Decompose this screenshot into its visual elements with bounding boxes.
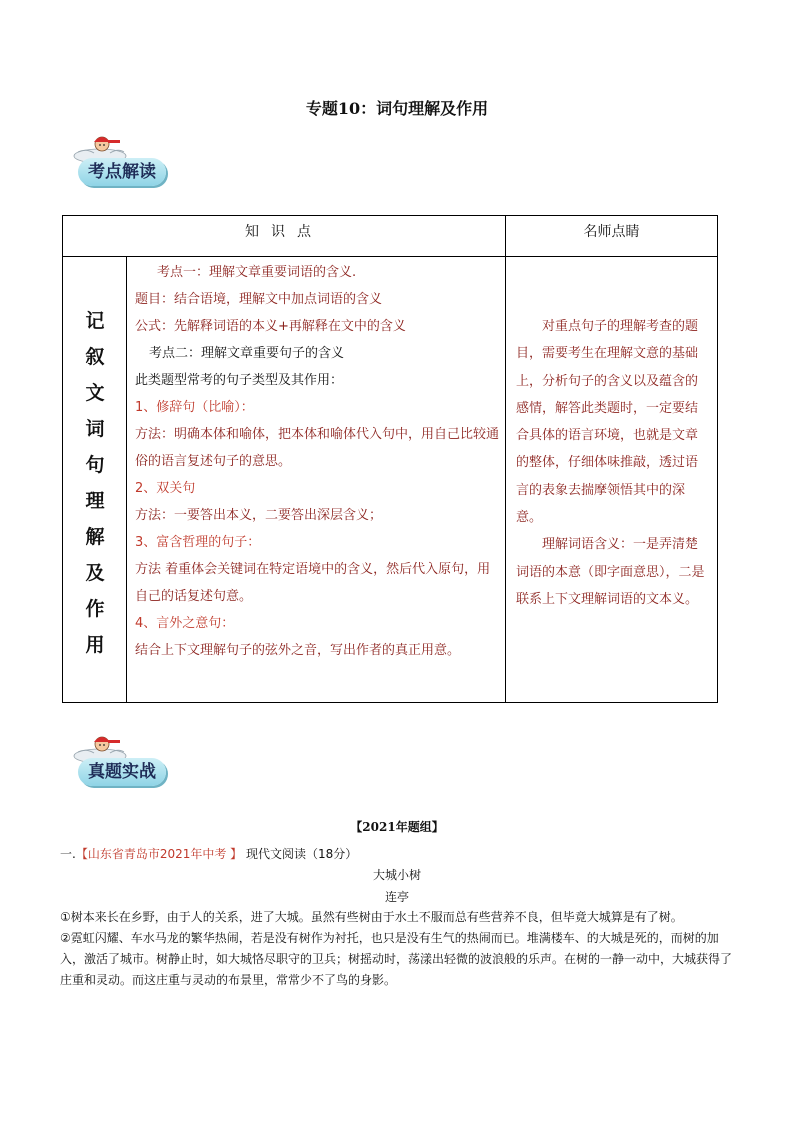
row-title-char: 及 (85, 562, 105, 584)
row-title-char: 文 (85, 382, 105, 404)
type4-heading: 4、言外之意句： (135, 616, 235, 631)
kp1-formula: 公式：先解释词语的本义+再解释在文中的含义 (135, 319, 406, 334)
knowledge-cell (127, 257, 506, 702)
tips-cell (506, 257, 717, 702)
row-title-cell (63, 257, 127, 702)
row-title-char: 句 (85, 454, 105, 476)
article-body (60, 907, 734, 991)
question-number: 一. (60, 847, 76, 861)
row-title-char: 作 (85, 598, 105, 620)
question-text: 现代文阅读（18分） (242, 847, 358, 861)
page-title: 专题10：词句理解及作用 (305, 99, 489, 118)
question-source: 【山东省青岛市2021年中考 】 (75, 847, 243, 861)
type4-method: 结合上下文理解句子的弦外之音，写出作者的真正用意。 (135, 643, 461, 658)
row-title-vertical (63, 303, 127, 663)
kp2-intro: 此类题型常考的句子类型及其作用： (135, 373, 344, 388)
type1-heading: 1、修辞句（比喻）： (135, 400, 254, 415)
badge-label: 真题实战 (78, 758, 166, 786)
table-header-knowledge: 知识点 (63, 216, 506, 257)
row-title-char: 词 (85, 418, 105, 440)
article-title: 大城小树 (372, 868, 421, 882)
question-heading (60, 845, 357, 862)
group-title: 【2021年题组】 (350, 820, 444, 834)
type3-heading: 3、富含哲理的句子： (135, 535, 261, 550)
row-title-char: 解 (85, 526, 105, 548)
kp2-heading: 考点二：理解文章重要句子的含义 (149, 346, 345, 361)
section-badge-kaodian (72, 134, 172, 198)
type2-method: 方法：一要答出本义，二要答出深层含义； (135, 508, 383, 523)
kp1-heading: 考点一：理解文章重要词语的含义. (157, 265, 357, 280)
knowledge-table (62, 215, 718, 703)
row-title-char: 记 (85, 310, 105, 332)
type2-heading: 2、双关句 (135, 481, 196, 496)
article-paragraph: ②霓虹闪耀、车水马龙的繁华热闹，若是没有树作为衬托，也只是没有生气的热闹而已。堆满楼车、的大城是死的，而树的加入，激活了城市。树静止时，如大城恪尽职守的卫兵；树摇动时，荡漾出轻微的波浪般的乐声。在树的一静一动中，大城获得了庄重和灵动。而这庄重与灵动的布景里，常常少不了鸟的身影。 (60, 931, 733, 987)
tip-paragraph: 对重点句子的理解考查的题目，需要考生在理解文意的基础上，分析句子的含义以及蕴含的感情，解答此类题时，一定要结合具体的语言环境，也就是文章的整体，仔细体味推敲，透过语言的表象去揣摩领悟其中的深意。 (516, 319, 699, 526)
table-header-tips: 名师点睛 (506, 216, 717, 257)
article-author: 连亭 (384, 890, 409, 904)
article-paragraph: ①树本来长在乡野，由于人的关系，进了大城。虽然有些树由于水土不服而总有些营养不良，但毕竟大城算是有了树。 (60, 910, 683, 924)
badge-label: 考点解读 (78, 158, 166, 186)
row-title-char: 叙 (85, 346, 105, 368)
type1-method: 方法：明确本体和喻体，把本体和喻体代入句中，用自己比较通俗的语言复述句子的意思。 (135, 427, 500, 469)
kp1-topic: 题目：结合语境，理解文中加点词语的含义 (135, 292, 383, 307)
tip-paragraph: 理解词语含义：一是弄清楚词语的本意（即字面意思），二是联系上下文理解词语的文本义。 (516, 537, 705, 607)
row-title-char: 用 (85, 634, 105, 656)
section-badge-zhenti (72, 734, 172, 798)
type3-method: 方法 着重体会关键词在特定语境中的含义，然后代入原句，用自己的话复述句意。 (135, 562, 491, 604)
row-title-char: 理 (85, 490, 105, 512)
